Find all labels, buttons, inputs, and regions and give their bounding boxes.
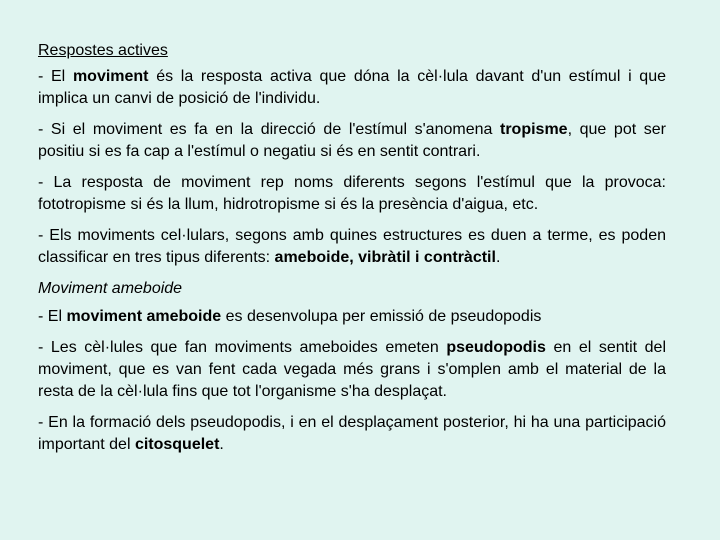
paragraph-group-respostes — [38, 66, 666, 269]
paragraph — [38, 172, 666, 216]
text-segment: - Si el moviment es fa en la direcció de l'estímul s'anomena — [38, 121, 500, 138]
bold-term: pseudopodis — [446, 339, 546, 356]
paragraph — [38, 337, 666, 403]
text-segment: . — [219, 436, 224, 453]
text-segment: en el sentit del moviment, que es van fent cada vegada més grans i s'omplen amb el material de la resta de la cèl·lula fins que tot l'organisme s'ha desplaçat. — [38, 339, 666, 400]
section-title: Respostes actives — [38, 42, 168, 59]
bold-term: ameboide, vibràtil i contràctil — [274, 249, 496, 266]
text-segment: - El — [38, 68, 73, 85]
text-segment: . — [495, 249, 501, 266]
paragraph — [38, 225, 666, 269]
text-segment: - El — [38, 308, 67, 325]
bold-term: moviment ameboide — [66, 308, 222, 325]
section-subtitle: Moviment ameboide — [38, 280, 183, 297]
bold-term: moviment — [72, 68, 149, 85]
text-segment: , que pot ser positiu si es fa cap a l'estímul o negatiu si és en sentit contrari. — [38, 121, 667, 160]
paragraph — [38, 66, 666, 110]
bold-term: tropisme — [500, 121, 568, 138]
paragraph — [38, 306, 666, 328]
text-segment: es desenvolupa per emissió de pseudopodis — [221, 308, 542, 325]
bold-term: citosquelet — [134, 436, 220, 453]
text-segment: - La resposta de moviment rep noms diferents segons l'estímul que la provoca: fototropisme si és la llum, hidrotropisme si és la presència d'aigua, etc. — [38, 174, 666, 213]
paragraph — [38, 119, 666, 163]
text-segment: - Els moviments cel·lulars, segons amb quines estructures es duen a terme, es poden classificar en tres tipus diferents: — [38, 227, 666, 266]
text-segment: - Les cèl·lules que fan moviments ameboides emeten — [38, 339, 447, 356]
text-segment: - En la formació dels pseudopodis, i en el desplaçament posterior, hi ha una participació important del — [38, 414, 666, 453]
text-segment: és la resposta activa que dóna la cèl·lula davant d'un estímul i que implica un canvi de posició de l'individu. — [38, 68, 667, 107]
paragraph — [38, 412, 666, 456]
paragraph-group-ameboide — [38, 306, 666, 456]
